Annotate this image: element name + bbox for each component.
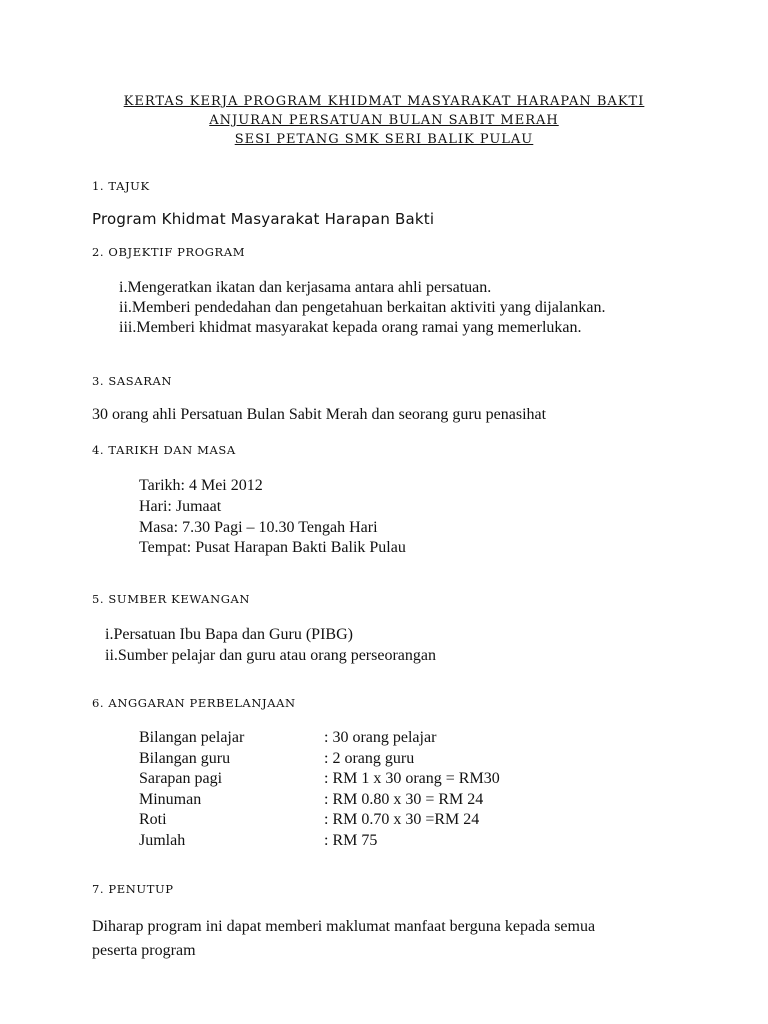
budget-label: Bilangan pelajar (139, 729, 245, 746)
objektif-item: i.Mengeratkan ikatan dan kerjasama antara ahli persatuan. (119, 279, 492, 296)
tarikh-time: Masa: 7.30 Pagi – 10.30 Tengah Hari (139, 518, 378, 536)
penutup-text (92, 915, 595, 963)
tarikh-date: Tarikh: 4 Mei 2012 (139, 477, 263, 494)
tarikh-place: Tempat: Pusat Harapan Bakti Balik Pulau (139, 539, 406, 557)
tarikh-day: Hari: Jumaat (139, 497, 222, 515)
section-heading-tarikh: 4. TARIKH DAN MASA (92, 443, 236, 457)
budget-value: : 30 orang pelajar (324, 729, 437, 746)
tajuk-text: Program Khidmat Masyarakat Harapan Bakti (92, 210, 435, 228)
budget-label: Sarapan pagi (139, 770, 223, 788)
sumber-list (105, 624, 436, 666)
objektif-item: ii.Memberi pendedahan dan pengetahuan berkaitan aktiviti yang dijalankan. (119, 299, 606, 316)
title-line-3: SESI PETANG SMK SERI BALIK PULAU (234, 132, 534, 147)
budget-value: : RM 0.80 x 30 = RM 24 (324, 790, 484, 808)
objektif-list (119, 278, 606, 338)
section-heading-sumber: 5. SUMBER KEWANGAN (92, 592, 251, 606)
tarikh-details (139, 476, 406, 559)
budget-label: Minuman (139, 790, 202, 808)
budget-row (139, 790, 500, 811)
budget-table (139, 728, 500, 852)
objektif-item: iii.Memberi khidmat masyarakat kepada orang ramai yang memerlukan. (119, 319, 582, 336)
budget-row (139, 749, 500, 770)
budget-label: Jumlah (139, 831, 186, 849)
section-heading-penutup: 7. PENUTUP (92, 882, 174, 896)
title-line-2: ANJURAN PERSATUAN BULAN SABIT MERAH (209, 113, 559, 128)
document-title (0, 92, 768, 149)
budget-label: Roti (139, 811, 167, 829)
budget-row (139, 769, 500, 790)
budget-value: : RM 1 x 30 orang = RM30 (324, 770, 500, 788)
budget-value: : RM 0.70 x 30 =RM 24 (324, 811, 480, 829)
budget-row (139, 728, 500, 749)
budget-label: Bilangan guru (139, 749, 231, 767)
budget-value: : 2 orang guru (324, 749, 415, 767)
penutup-line: Diharap program ini dapat memberi maklumat manfaat berguna kepada semua (92, 918, 596, 935)
budget-row (139, 810, 500, 831)
section-heading-tajuk: 1. TAJUK (92, 179, 150, 193)
title-line-1: KERTAS KERJA PROGRAM KHIDMAT MASYARAKAT HARAPAN BAKTI (123, 94, 645, 109)
section-heading-objektif: 2. OBJEKTIF PROGRAM (92, 245, 246, 259)
budget-value: : RM 75 (324, 831, 378, 849)
sumber-item: i.Persatuan Ibu Bapa dan Guru (PIBG) (105, 626, 353, 643)
penutup-line: peserta program (92, 942, 196, 959)
section-heading-sasaran: 3. SASARAN (92, 374, 173, 388)
sasaran-text: 30 orang ahli Persatuan Bulan Sabit Merah dan seorang guru penasihat (92, 406, 547, 423)
budget-row (139, 831, 500, 852)
section-heading-anggaran: 6. ANGGARAN PERBELANJAAN (92, 696, 296, 710)
sumber-item: ii.Sumber pelajar dan guru atau orang perseorangan (105, 647, 436, 664)
